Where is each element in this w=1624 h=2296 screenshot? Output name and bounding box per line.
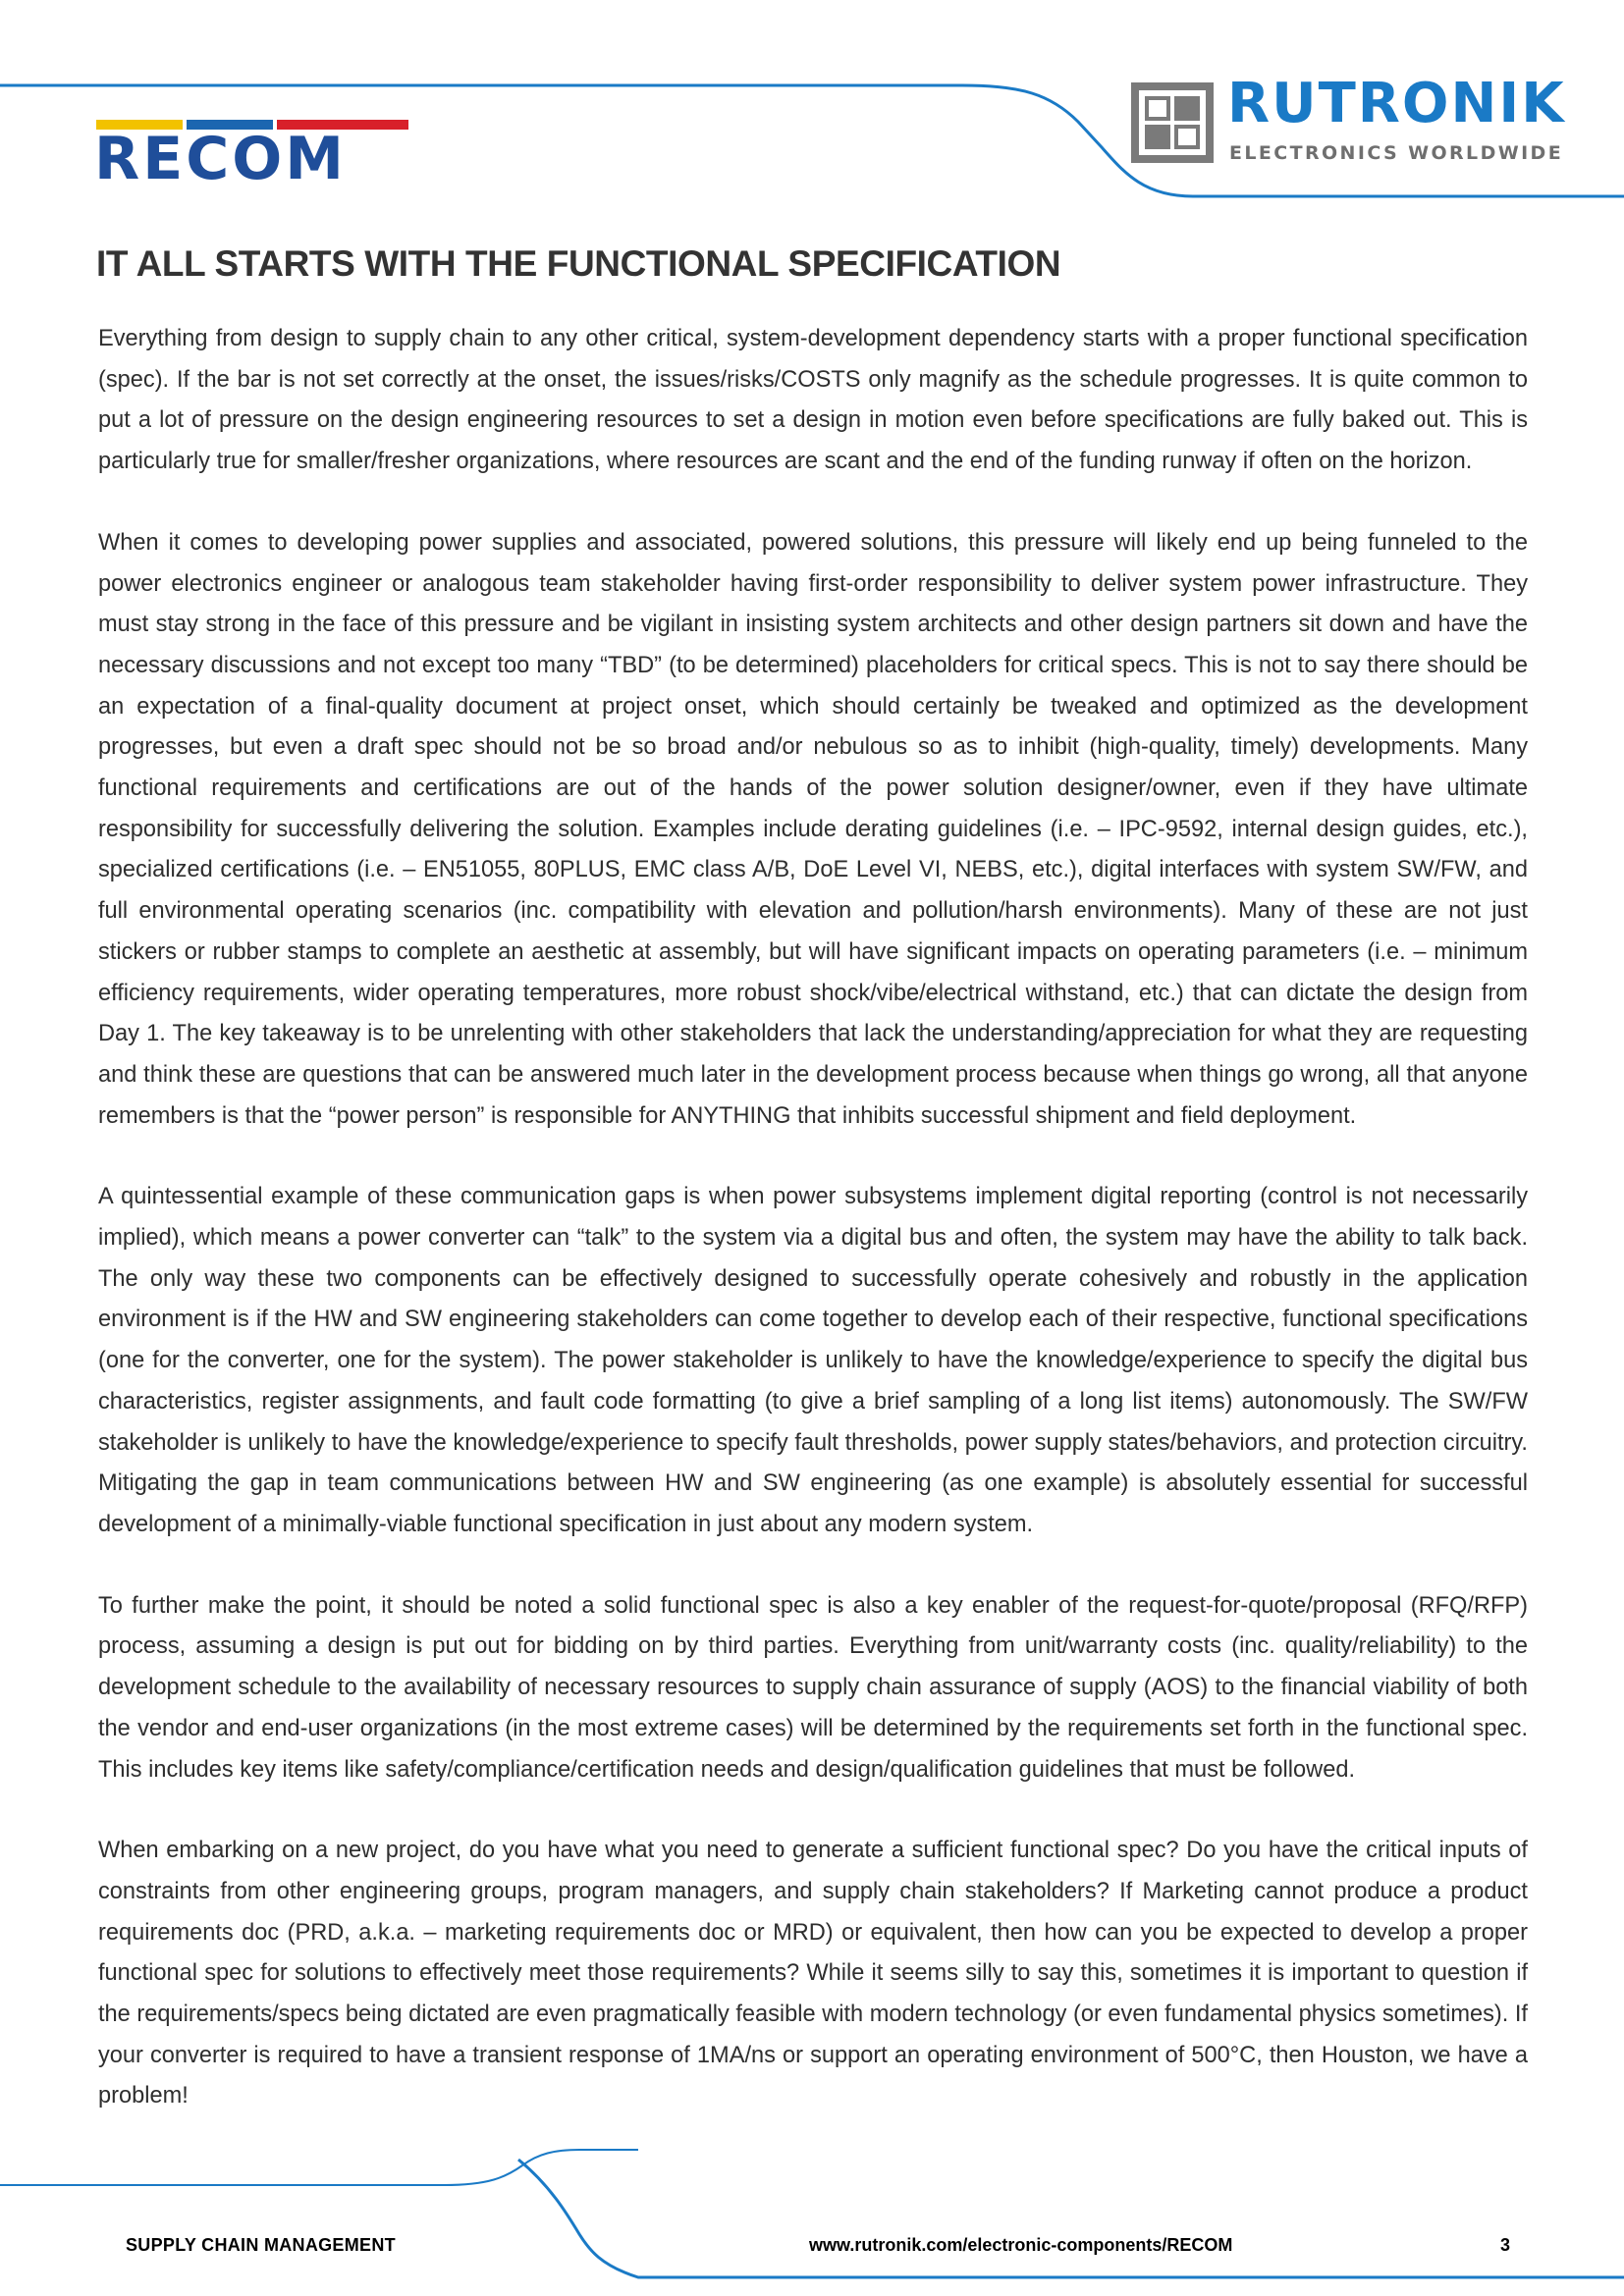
page-title: IT ALL STARTS WITH THE FUNCTIONAL SPECIFICATION	[96, 243, 1061, 284]
rutronik-tagline: ELECTRONICS WORLDWIDE	[1229, 142, 1564, 164]
paragraph: When embarking on a new project, do you have what you need to generate a sufficient functional spec? Do you have the critical inputs of constraints from other engineering groups, program managers, and supply chain stakeholders? If Marketing cannot produce a product requirements doc (PRD, a.k.a. – marketing requirements doc or MRD) or equivalent, then how can you be expected to develop a proper functional spec for solutions to effectively meet those requirements? While it seems silly to say this, sometimes it is important to question if the requirements/specs being dictated are even pragmatically feasible with modern technology (or even fundamental physics sometimes). If your converter is required to have a transient response of 1MA/ns or support an operating environment of 500°C, then Houston, we have a problem!	[98, 1838, 1528, 2109]
rutronik-logo-text: RUTRONIK	[1227, 72, 1566, 135]
footer-url-link[interactable]: www.rutronik.com/electronic-components/RECOM	[809, 2235, 1233, 2255]
article-body	[98, 319, 1528, 2158]
recom-logo-text: RECOM	[94, 125, 347, 193]
paragraph: A quintessential example of these communication gaps is when power subsystems implement digital reporting (control is not necessarily implied), which means a power converter can “talk” to the system via a digital bus and often, the system may have the ability to talk back. The only way these two components can be effectively designed to successfully operate cohesively and robustly in the application environment is if the HW and SW engineering stakeholders can come together to develop each of their respective, functional specifications (one for the converter, one for the system). The power stakeholder is unlikely to have the knowledge/experience to specify the digital bus characteristics, register assignments, and fault code formatting (to give a brief sampling of a long list items) autonomously. The SW/FW stakeholder is unlikely to have the knowledge/experience to specify fault thresholds, power supply states/behaviors, and protection circuitry. Mitigating the gap in team communications between HW and SW engineering (as one example) is absolutely essential for successful development of a minimally-viable functional specification in just about any modern system.	[98, 1184, 1528, 1537]
footer-section-label: SUPPLY CHAIN MANAGEMENT	[126, 2235, 396, 2255]
rutronik-grid-icon	[1131, 82, 1214, 163]
paragraph: To further make the point, it should be noted a solid functional spec is also a key enabler of the request-for-quote/proposal (RFQ/RFP) process, assuming a design is put out for bidding on by third parties. Everything from unit/warranty costs (inc. quality/reliability) to the development schedule to the availability of necessary resources to supply chain assurance of supply (AOS) to the financial viability of both the vendor and end-user organizations (in the most extreme cases) will be determined by the requirements set forth in the functional spec. This includes key items like safety/compliance/certification needs and design/qualification guidelines that must be followed.	[98, 1592, 1528, 1783]
recom-logo	[94, 120, 408, 193]
paragraph: Everything from design to supply chain to any other critical, system-development dependency starts with a proper functional specification (spec). If the bar is not set correctly at the onset, the issues/risks/COSTS only magnify as the schedule progresses. It is quite common to put a lot of pressure on the design engineering resources to set a design in motion even before specifications are fully baked out. This is particularly true for smaller/fresher organizations, where resources are scant and the end of the funding runway if often on the horizon.	[98, 326, 1528, 475]
page-number: 3	[1500, 2235, 1511, 2255]
paragraph: When it comes to developing power supplies and associated, powered solutions, this pressure will likely end up being funneled to the power electronics engineer or analogous team stakeholder having first-order responsibility to deliver system power infrastructure. They must stay strong in the face of this pressure and be vigilant in insisting system architects and other design partners sit down and have the necessary discussions and not except too many “TBD” (to be determined) placeholders for critical specs. This is not to say there should be an expectation of a final-quality document at project onset, which should certainly be tweaked and optimized as the development progresses, but even a draft spec should not be so broad and/or nebulous so as to inhibit (high-quality, timely) developments. Many functional requirements and certifications are out of the hands of the power solution designer/owner, even if they have ultimate responsibility for successfully delivering the solution. Examples include derating guidelines (i.e. – IPC-9592, internal design guides, etc.), specialized certifications (i.e. – EN51055, 80PLUS, EMC class A/B, DoE Level VI, NEBS, etc.), digital interfaces with system SW/FW, and full environmental operating scenarios (inc. compatibility with elevation and pollution/harsh environments). Many of these are not just stickers or rubber stamps to complete an aesthetic at assembly, but will have significant impacts on operating parameters (i.e. – minimum efficiency requirements, wider operating temperatures, more robust shock/vibe/electrical withstand, etc.) that can dictate the design from Day 1. The key takeaway is to be unrelenting with other stakeholders that lack the understanding/appreciation for what they are requesting and think these are questions that can be answered much later in the development process because when things go wrong, all that anyone remembers is that the “power person” is responsible for ANYTHING that inhibits successful shipment and field deployment.	[98, 529, 1528, 1129]
